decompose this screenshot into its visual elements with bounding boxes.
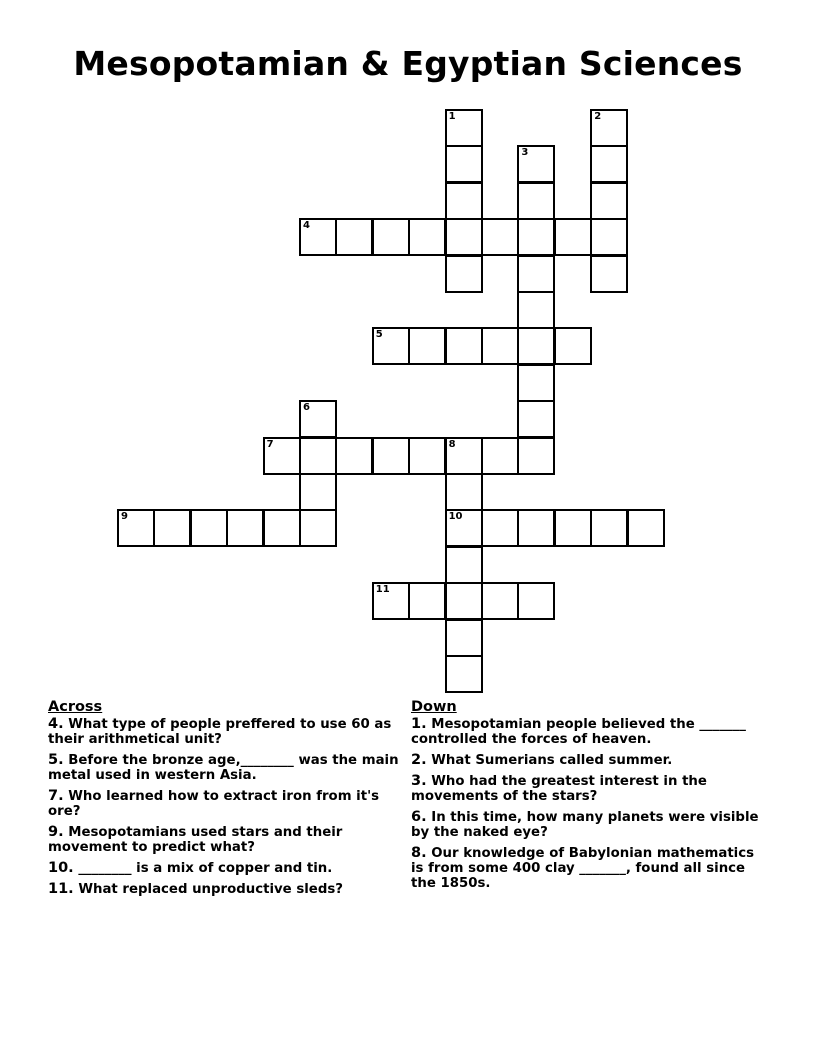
clue-across-7 (48, 789, 400, 819)
grid-cell[interactable] (190, 509, 228, 547)
across-heading: Across (48, 699, 103, 715)
grid-cell[interactable] (445, 327, 483, 365)
cell-number: 10 (448, 511, 463, 523)
grid-cell[interactable] (335, 437, 373, 475)
clue-number: 6. (411, 809, 427, 825)
grid-cell[interactable] (517, 364, 555, 402)
cell-number: 2 (594, 111, 602, 122)
down-heading: Down (411, 699, 457, 715)
clue-text: In this time, how many planets were visible by the naked eye? (411, 810, 759, 840)
clue-text: Our knowledge of Babylonian mathematics is from some 400 clay _______, found all since the 1850s. (411, 846, 755, 891)
clue-number: 11. (48, 881, 74, 897)
clue-number: 4. (48, 716, 64, 732)
grid-cell[interactable] (372, 327, 410, 365)
across-clues (48, 700, 400, 903)
grid-cell[interactable] (263, 437, 301, 475)
grid-cell[interactable] (517, 582, 555, 620)
clue-text: What Sumerians called summer. (431, 753, 673, 768)
clue-down-8 (411, 846, 771, 891)
clue-number: 10. (48, 860, 74, 876)
grid-cell[interactable] (299, 509, 337, 547)
grid-cell[interactable] (445, 582, 483, 620)
grid-cell[interactable] (445, 509, 483, 547)
clue-across-5 (48, 753, 400, 783)
cell-number: 8 (448, 438, 456, 450)
grid-cell[interactable] (517, 291, 555, 329)
grid-cell[interactable] (517, 218, 555, 256)
grid-cell[interactable] (445, 473, 483, 511)
grid-cell[interactable] (517, 400, 555, 438)
clue-down-3 (411, 774, 771, 804)
grid-cell[interactable] (117, 509, 155, 547)
grid-cell[interactable] (554, 218, 592, 256)
clue-number: 7. (48, 788, 64, 804)
clue-down-2 (411, 753, 771, 768)
grid-cell[interactable] (554, 327, 592, 365)
grid-cell[interactable] (481, 437, 519, 475)
clue-across-11 (48, 882, 400, 897)
clue-text: Mesopotamian people believed the _______ controlled the forces of heaven. (411, 717, 746, 747)
cell-number: 9 (121, 511, 128, 523)
clue-text: Mesopotamians used stars and their movement to predict what? (48, 825, 343, 855)
page-title: Mesopotamian & Egyptian Sciences (73, 44, 743, 83)
clue-across-4 (48, 717, 400, 747)
clue-number: 2. (411, 752, 427, 768)
clue-number: 3. (411, 773, 427, 789)
grid-cell[interactable] (554, 509, 592, 547)
grid-cell[interactable] (590, 145, 628, 183)
cell-number: 3 (521, 147, 529, 159)
grid-cell[interactable] (590, 182, 628, 220)
grid-cell[interactable] (445, 655, 483, 693)
grid-cell[interactable] (408, 327, 446, 365)
clue-number: 1. (411, 716, 427, 732)
clue-across-9 (48, 825, 400, 855)
grid-cell[interactable] (299, 218, 337, 256)
clue-text: Who learned how to extract iron from it's ore? (48, 789, 380, 819)
clue-text: Before the bronze age,________ was the main metal used in western Asia. (48, 753, 399, 783)
grid-cell[interactable] (153, 509, 191, 547)
grid-cell[interactable] (517, 145, 555, 183)
grid-cell[interactable] (445, 182, 483, 220)
cell-number: 6 (303, 402, 310, 414)
cell-number: 11 (375, 584, 390, 596)
grid-cell[interactable] (372, 218, 410, 256)
grid-cell[interactable] (335, 218, 373, 256)
grid-cell[interactable] (445, 255, 483, 293)
grid-cell[interactable] (299, 473, 337, 511)
cell-number: 4 (303, 220, 310, 232)
grid-cell[interactable] (590, 255, 628, 293)
grid-cell[interactable] (408, 437, 446, 475)
grid-cell[interactable] (445, 145, 483, 183)
cell-number: 7 (266, 438, 274, 450)
grid-cell[interactable] (299, 437, 337, 475)
grid-cell[interactable] (445, 619, 483, 657)
grid-cell[interactable] (517, 437, 555, 475)
grid-cell[interactable] (481, 509, 519, 547)
grid-cell[interactable] (517, 509, 555, 547)
grid-cell[interactable] (372, 437, 410, 475)
clue-text: What replaced unproductive sleds? (78, 882, 343, 897)
grid-cell[interactable] (299, 400, 337, 438)
clue-number: 9. (48, 824, 64, 840)
cell-number: 5 (375, 329, 383, 341)
grid-cell[interactable] (226, 509, 264, 547)
down-clues (411, 700, 771, 897)
grid-cell[interactable] (263, 509, 301, 547)
grid-cell[interactable] (481, 218, 519, 256)
grid-cell[interactable] (445, 218, 483, 256)
clue-across-10 (48, 861, 400, 876)
grid-cell[interactable] (590, 109, 628, 147)
clue-down-6 (411, 810, 771, 840)
clue-text: Who had the greatest interest in the movements of the stars? (411, 774, 707, 804)
clue-text: ________ is a mix of copper and tin. (78, 861, 333, 876)
clue-number: 8. (411, 845, 427, 861)
grid-cell[interactable] (590, 218, 628, 256)
grid-cell[interactable] (408, 218, 446, 256)
clue-text: What type of people preffered to use 60 as their arithmetical unit? (48, 717, 392, 747)
clue-number: 5. (48, 752, 64, 768)
grid-cell[interactable] (517, 327, 555, 365)
grid-cell[interactable] (408, 582, 446, 620)
grid-cell[interactable] (372, 582, 410, 620)
grid-cell[interactable] (445, 437, 483, 475)
clue-down-1 (411, 717, 771, 747)
grid-cell[interactable] (445, 546, 483, 584)
grid-cell[interactable] (590, 509, 628, 547)
grid-cell[interactable] (481, 582, 519, 620)
grid-cell[interactable] (517, 182, 555, 220)
grid-cell[interactable] (481, 327, 519, 365)
grid-cell[interactable] (627, 509, 665, 547)
cell-number: 1 (448, 111, 456, 122)
grid-cell[interactable] (445, 109, 483, 147)
grid-cell[interactable] (517, 255, 555, 293)
